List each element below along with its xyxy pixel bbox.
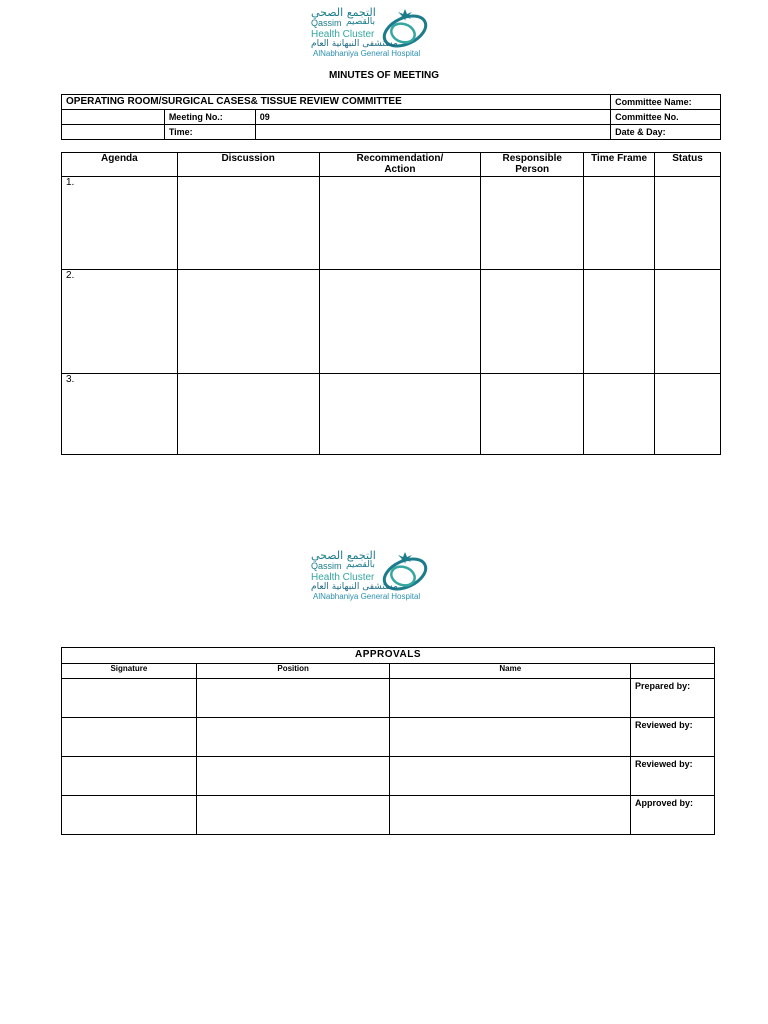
agenda-item-number: 1. (62, 177, 178, 270)
table-row (62, 270, 721, 374)
logo-arabic-line1: التجمع الصحي (311, 6, 376, 19)
signature-cell (62, 757, 197, 796)
signature-cell (62, 679, 197, 718)
logo-arabic-line2: بالقصيم (346, 17, 376, 27)
status-cell (655, 270, 721, 374)
time-label: Time: (164, 125, 255, 140)
responsible-cell (481, 177, 584, 270)
table-row (62, 757, 715, 796)
logo-english-line1: Qassim (311, 561, 342, 571)
table-row (62, 679, 715, 718)
name-cell (390, 718, 631, 757)
responsible-cell (481, 374, 584, 455)
time-value (255, 125, 610, 140)
time-frame-cell (584, 177, 655, 270)
empty-cell (62, 110, 165, 125)
approvals-title: APPROVALS (62, 648, 715, 664)
table-row (62, 374, 721, 455)
status-cell (655, 177, 721, 270)
logo-arabic-line1: التجمع الصحي (311, 549, 376, 562)
table-row (62, 177, 721, 270)
position-cell (196, 679, 390, 718)
signature-column-header: Signature (62, 664, 197, 679)
logo-arabic-line3: مستشفى النبهانية العام (311, 582, 398, 592)
recommendation-cell (319, 177, 481, 270)
recommendation-column-header (319, 153, 481, 177)
role-label: Approved by: (631, 796, 715, 835)
committee-full-name: OPERATING ROOM/SURGICAL CASES& TISSUE REVIEW COMMITTEE (62, 95, 611, 110)
responsible-header-line2: Person (515, 164, 550, 175)
logo-english-line2: Health Cluster (311, 29, 375, 40)
name-cell (390, 757, 631, 796)
meeting-header-table (61, 94, 721, 140)
time-frame-column-header: Time Frame (584, 153, 655, 177)
signature-cell (62, 796, 197, 835)
hospital-logo (308, 4, 432, 60)
time-frame-cell (584, 374, 655, 455)
committee-no-label: Committee No. (611, 110, 721, 125)
logo-english-line3: AlNabhaniya General Hospital (313, 592, 421, 601)
time-frame-cell (584, 270, 655, 374)
empty-cell (62, 125, 165, 140)
responsible-cell (481, 270, 584, 374)
agenda-item-number: 3. (62, 374, 178, 455)
meeting-no-label: Meeting No.: (164, 110, 255, 125)
agenda-item-number: 2. (62, 270, 178, 374)
name-cell (390, 679, 631, 718)
recommendation-header-line2: Action (384, 164, 416, 175)
approvals-table (61, 647, 715, 835)
document-title: MINUTES OF MEETING (329, 70, 439, 81)
discussion-cell (177, 374, 319, 455)
logo-english-line2: Health Cluster (311, 572, 375, 583)
logo-english-line3: AlNabhaniya General Hospital (313, 49, 421, 58)
table-row (62, 718, 715, 757)
position-cell (196, 796, 390, 835)
logo-arabic-line3: مستشفى النبهانية العام (311, 39, 398, 49)
discussion-column-header: Discussion (177, 153, 319, 177)
position-cell (196, 757, 390, 796)
position-column-header: Position (196, 664, 390, 679)
table-row (62, 796, 715, 835)
recommendation-header-line1: Recommendation/ (356, 153, 444, 164)
role-label: Reviewed by: (631, 718, 715, 757)
meeting-no-value: 09 (255, 110, 610, 125)
role-column-header (631, 664, 715, 679)
discussion-cell (177, 177, 319, 270)
position-cell (196, 718, 390, 757)
recommendation-cell (319, 374, 481, 455)
agenda-column-header: Agenda (62, 153, 178, 177)
signature-cell (62, 718, 197, 757)
recommendation-cell (319, 270, 481, 374)
responsible-header-line1: Responsible (502, 153, 562, 164)
responsible-column-header (481, 153, 584, 177)
role-label: Prepared by: (631, 679, 715, 718)
role-label: Reviewed by: (631, 757, 715, 796)
committee-name-label: Committee Name: (611, 95, 721, 110)
name-column-header: Name (390, 664, 631, 679)
hospital-logo (308, 547, 432, 603)
status-column-header: Status (655, 153, 721, 177)
name-cell (390, 796, 631, 835)
discussion-cell (177, 270, 319, 374)
logo-english-line1: Qassim (311, 18, 342, 28)
logo-arabic-line2: بالقصيم (346, 560, 376, 570)
agenda-table (61, 152, 721, 455)
status-cell (655, 374, 721, 455)
date-day-label: Date & Day: (611, 125, 721, 140)
